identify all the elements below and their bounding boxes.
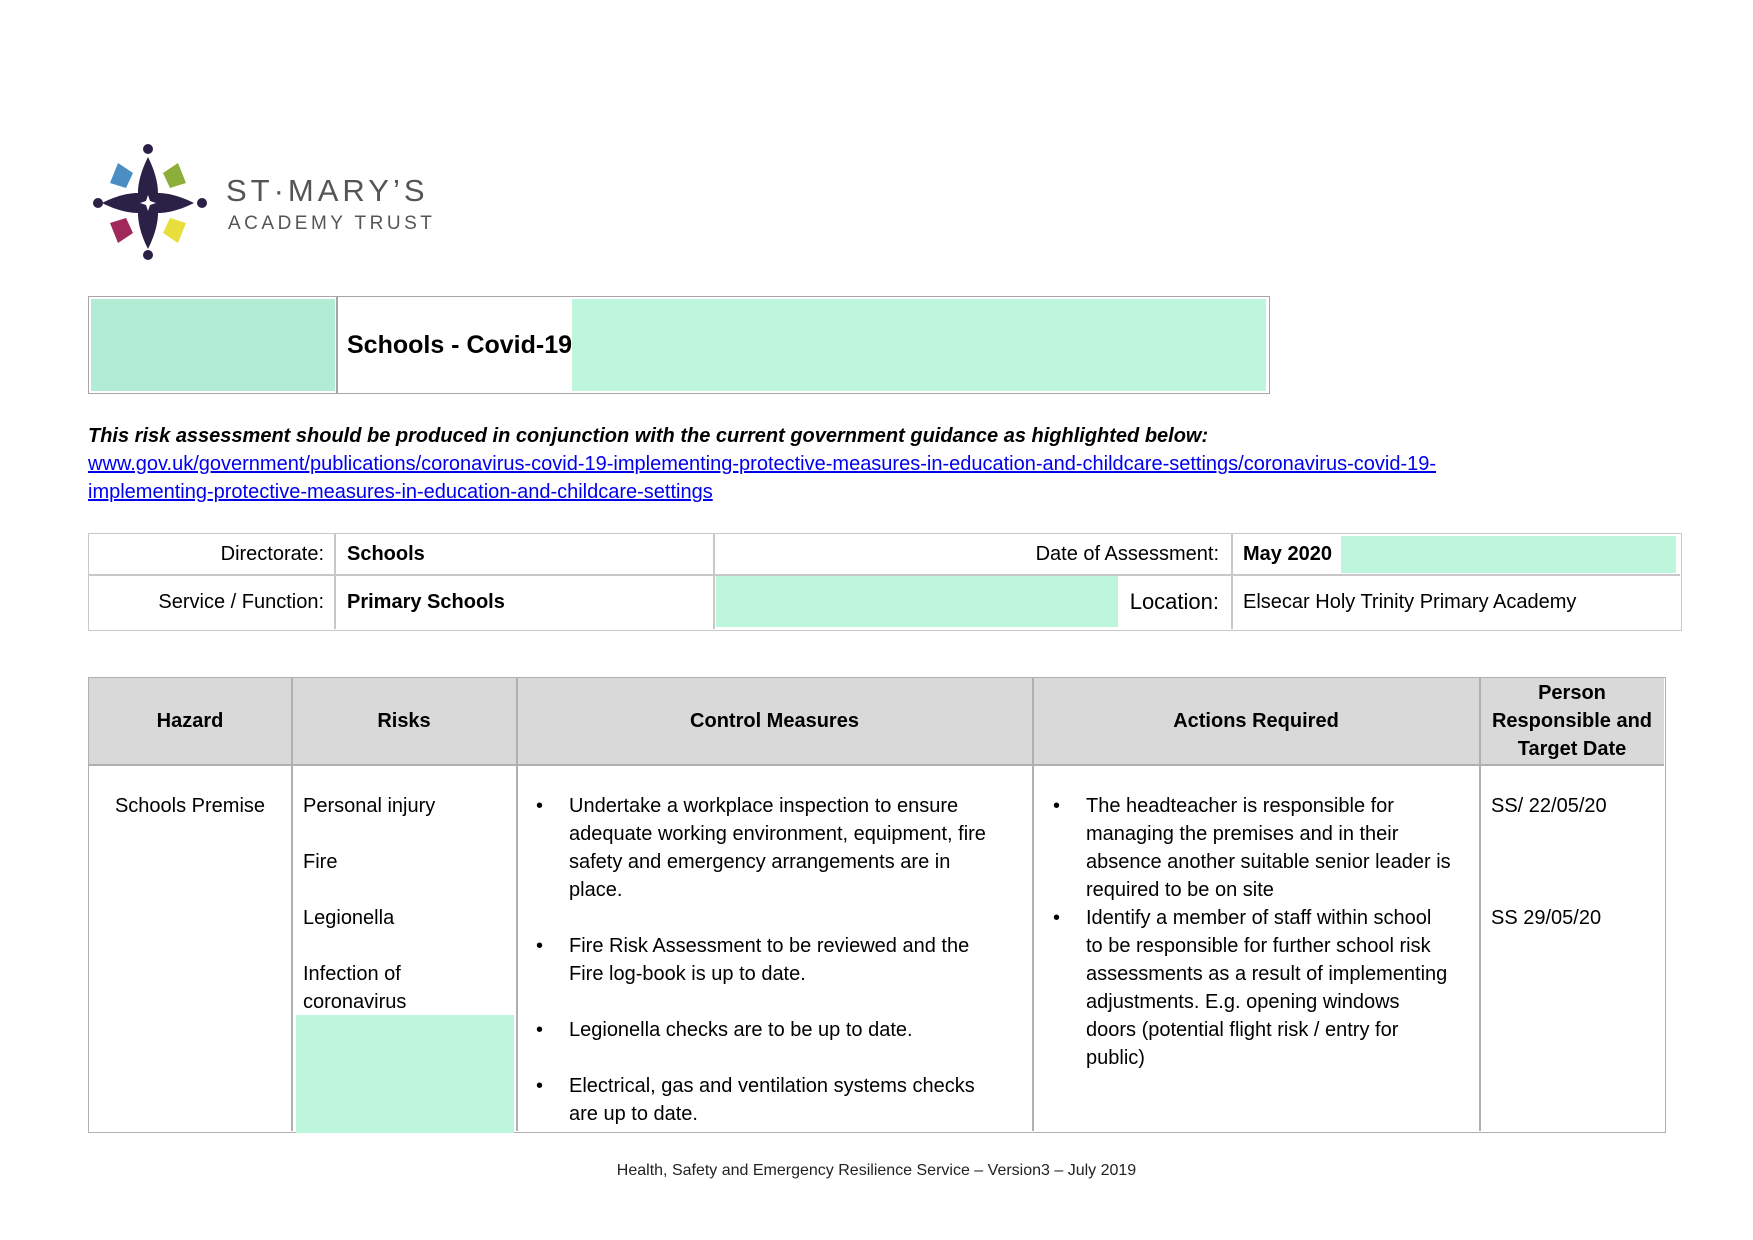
header-control-measures: Control Measures (690, 710, 859, 732)
location-value: Elsecar Holy Trinity Primary Academy (1243, 591, 1577, 613)
text-line: • The headteacher is responsible for (1086, 795, 1394, 817)
risk-item: coronavirus (303, 991, 407, 1013)
redaction-block (296, 1015, 514, 1133)
location-label: Location: (1129, 589, 1219, 614)
directorate-value: Schools (347, 543, 425, 565)
logo-text-trust: ACADEMY TRUST (228, 213, 436, 234)
divider (334, 534, 336, 629)
document-title: Schools - Covid-19 (347, 331, 573, 359)
st-marys-logo (88, 143, 448, 263)
header-person-responsible (1480, 678, 1664, 764)
logo-text-name: ST·MARY’S (226, 173, 429, 208)
header-person-line: Target Date (1517, 738, 1627, 760)
directorate-label: Directorate: (220, 543, 324, 565)
action-item (1046, 904, 1476, 1072)
text-line: public) (1086, 1047, 1145, 1069)
cross-emblem-icon (88, 143, 213, 263)
control-measure-item (529, 1016, 1029, 1044)
target-date: SS/ 22/05/20 (1491, 795, 1607, 817)
text-line: • Undertake a workplace inspection to ensure (569, 795, 959, 817)
page-footer: Health, Safety and Emergency Resilience Service – Version3 – July 2019 (616, 1162, 1137, 1179)
cell-person-responsible (1491, 792, 1661, 932)
redaction-block (91, 299, 335, 391)
header-person-line: Responsible and (1491, 710, 1653, 732)
redaction-block (572, 299, 1266, 391)
text-line: adjustments. E.g. opening windows (1086, 991, 1400, 1013)
target-date: SS 29/05/20 (1491, 907, 1602, 929)
guidance-link-line2: implementing-protective-measures-in-education-and-childcare-settings (88, 481, 713, 503)
cell-hazard: Schools Premise (114, 795, 266, 817)
text-line: • Fire Risk Assessment to be reviewed and the (569, 935, 970, 957)
service-function-label: Service / Function: (158, 591, 324, 613)
risk-item: Legionella (303, 907, 395, 929)
guidance-link[interactable] (88, 450, 1568, 506)
risk-assessment-table (88, 677, 1666, 1133)
risk-item: Infection of (303, 963, 401, 985)
redaction-block (1341, 536, 1676, 573)
service-function-value: Primary Schools (347, 591, 505, 613)
cell-actions-required (1046, 792, 1476, 1072)
header-hazard: Hazard (156, 710, 224, 732)
cell-risks (303, 792, 513, 1016)
risk-item: Personal injury (303, 795, 436, 817)
text-line: doors (potential flight risk / entry for (1086, 1019, 1399, 1041)
redaction-block (716, 576, 1118, 627)
header-actions-required: Actions Required (1173, 710, 1339, 732)
title-box (88, 296, 1270, 394)
guidance-link-line1: www.gov.uk/government/publications/coronavirus-covid-19-implementing-protective-measures-in-education-and-childcare-settings/coronavirus-covid-19- (88, 453, 1437, 475)
header-person-line: Person (1538, 682, 1606, 704)
text-line: to be responsible for further school risk (1086, 935, 1431, 957)
date-of-assessment-value: May 2020 (1243, 543, 1332, 565)
intro-section (88, 422, 1568, 506)
divider (89, 764, 1664, 766)
text-line: safety and emergency arrangements are in (569, 851, 951, 873)
cell-control-measures (529, 792, 1029, 1128)
control-measure-item (529, 792, 1029, 904)
divider (336, 297, 338, 393)
text-line: • Legionella checks are to be up to date. (569, 1019, 913, 1041)
text-line: required to be on site (1086, 879, 1274, 901)
divider (1231, 534, 1233, 629)
date-of-assessment-label: Date of Assessment: (1035, 543, 1219, 565)
text-line: place. (569, 879, 623, 901)
text-line: • Identify a member of staff within school (1086, 907, 1432, 929)
text-line: managing the premises and in their (1086, 823, 1399, 845)
text-line: absence another suitable senior leader is (1086, 851, 1451, 873)
guidance-instruction: This risk assessment should be produced in conjunction with the current government guidance as highlighted below: (88, 425, 1209, 447)
text-line: assessments as a result of implementing (1086, 963, 1448, 985)
control-measure-item (529, 932, 1029, 988)
text-line: adequate working environment, equipment, fire (569, 823, 986, 845)
text-line: • Electrical, gas and ventilation systems checks (569, 1075, 975, 1097)
risk-item: Fire (303, 851, 338, 873)
text-line: are up to date. (569, 1103, 698, 1125)
control-measure-item (529, 1072, 1029, 1128)
header-risks: Risks (377, 710, 431, 732)
text-line: Fire log-book is up to date. (569, 963, 806, 985)
action-item (1046, 792, 1476, 904)
assessment-info-table (88, 533, 1682, 631)
